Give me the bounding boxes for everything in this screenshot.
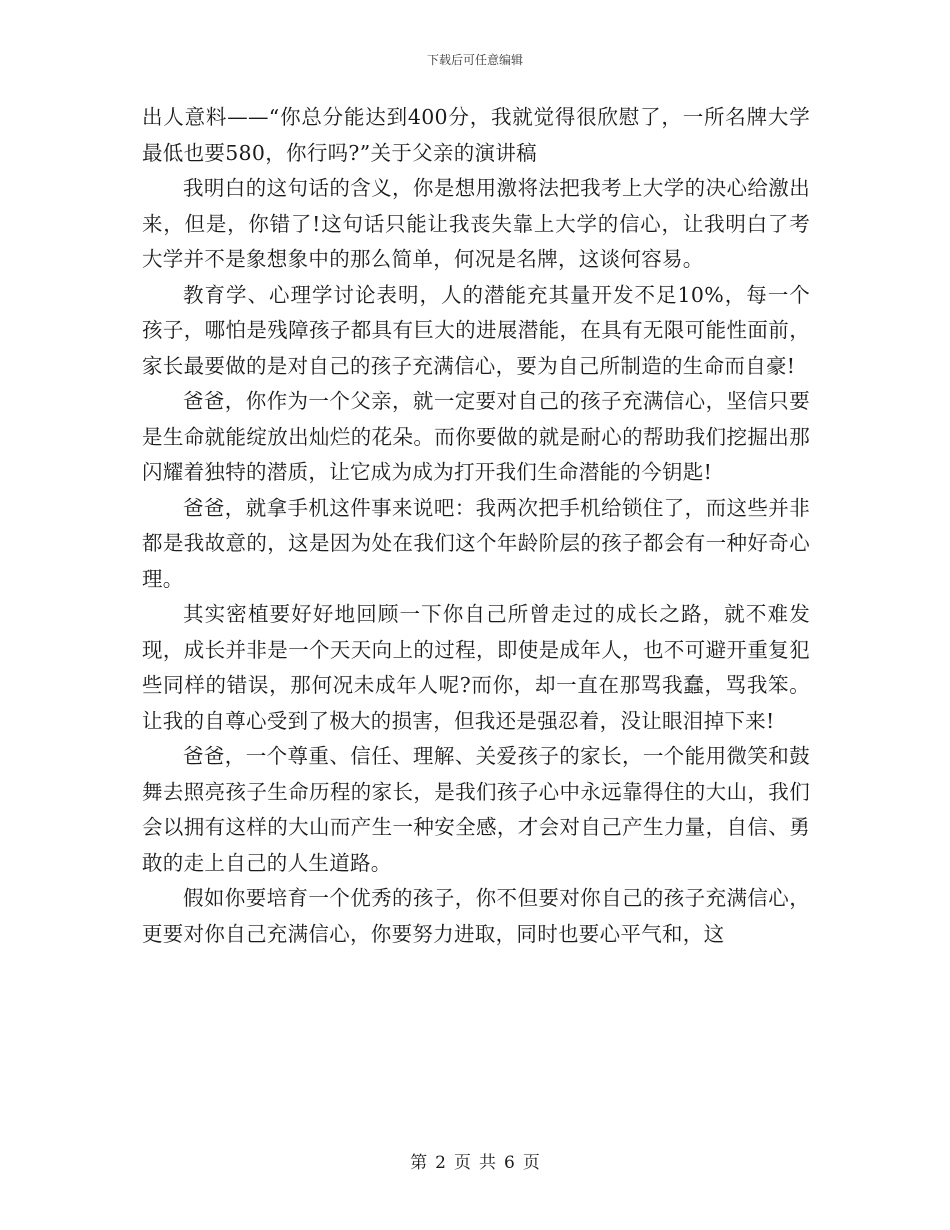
- paragraph: 我明白的这句话的含义，你是想用激将法把我考上大学的决心给激出来，但是，你错了!这句话只能让我丧失靠上大学的信心，让我明白了考大学并不是象想象中的那么简单，何况是名牌，这谈何容易。: [142, 176, 810, 271]
- total-label: 共: [479, 1153, 496, 1173]
- paragraph: 爸爸，你作为一个父亲，就一定要对自己的孩子充满信心，坚信只要是生命就能绽放出灿烂的花朵。而你要做的就是耐心的帮助我们挖掘出那闪耀着独特的潜质，让它成为成为打开我们生命潜能的今钥匙!: [142, 389, 810, 484]
- paragraph: 爸爸，就拿手机这件事来说吧：我两次把手机给锁住了，而这些并非都是我故意的，这是因为处在我们这个年龄阶层的孩子都会有一种好奇心理。: [142, 495, 810, 591]
- page-label-suffix: 页: [522, 1153, 540, 1173]
- page-header: 下载后可任意编辑: [426, 53, 523, 67]
- paragraph: 教育学、心理学讨论表明，人的潜能充其量开发不足10%，每一个孩子，哪怕是残障孩子都具有巨大的进展潜能，在具有无限可能性面前，家长最要做的是对自己的孩子充满信心，要为自己所制造的生命而自豪!: [142, 282, 810, 378]
- current-page-number: 2: [435, 1153, 446, 1173]
- paragraph: 爸爸，一个尊重、信任、理解、关爱孩子的家长，一个能用微笑和鼓舞去照亮孩子生命历程的家长，是我们孩子心中永远靠得住的大山，我们会以拥有这样的大山而产生一种安全感，才会对自己产生力量，自信、勇敢的走上自己的人生道路。: [142, 744, 810, 875]
- paragraph: 假如你要培育一个优秀的孩子，你不但要对你自己的孩子充满信心，更要对你自己充满信心，你要努力进取，同时也要心平气和，这: [142, 886, 810, 946]
- page-label-mid: 页: [454, 1153, 471, 1173]
- paragraph: 出人意料——“你总分能达到400分，我就觉得很欣慰了，一所名牌大学最低也要580，你行吗?”关于父亲的演讲稿: [142, 105, 810, 165]
- total-page-number: 6: [504, 1153, 515, 1173]
- page-footer: [0, 1152, 950, 1174]
- document-body: [142, 100, 810, 952]
- page-label-prefix: 第: [410, 1153, 428, 1173]
- paragraph: 其实密植要好好地回顾一下你自己所曾走过的成长之路，就不难发现，成长并非是一个天天向上的过程，即使是成年人，也不可避开重复犯些同样的错误，那何况未成年人呢?而你，却一直在那骂我蠢，骂我笨。让我的自尊心受到了极大的损害，但我还是强忍着，没让眼泪掉下来!: [142, 602, 810, 733]
